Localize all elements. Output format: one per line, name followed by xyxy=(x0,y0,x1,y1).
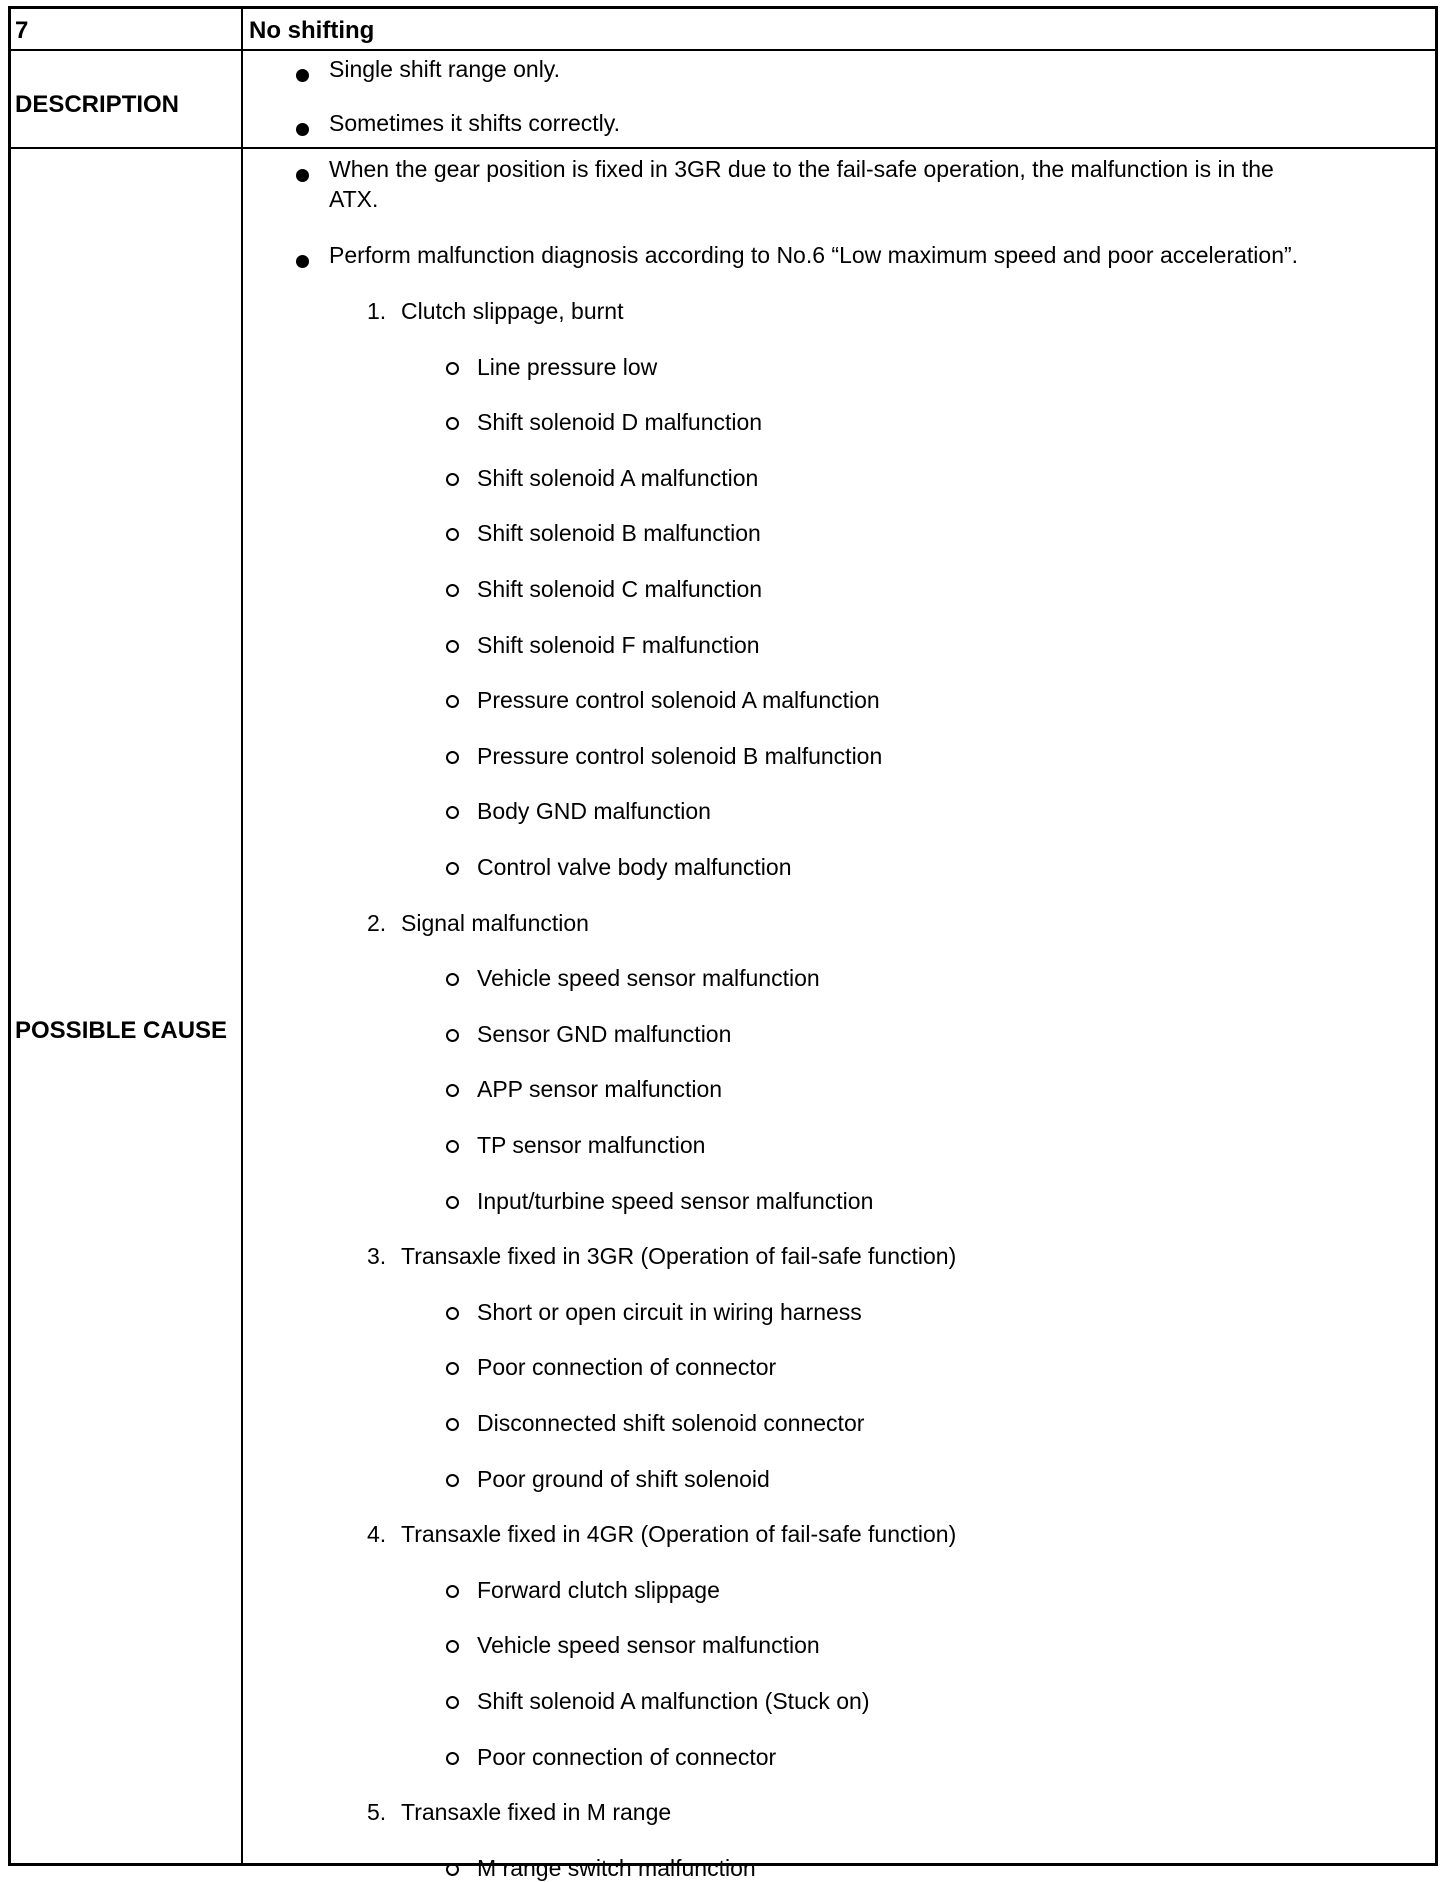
cause-item: Sensor GND malfunction xyxy=(477,1020,732,1047)
group-number: 2. xyxy=(367,909,387,936)
row-divider-header xyxy=(11,49,1435,51)
cause-item: Pressure control solenoid A malfunction xyxy=(477,687,880,714)
hollow-bullet-icon xyxy=(446,1474,459,1487)
cause-item: Poor ground of shift solenoid xyxy=(477,1465,770,1492)
bullet-icon xyxy=(296,169,309,182)
description-label: DESCRIPTION xyxy=(15,91,180,118)
hollow-bullet-icon xyxy=(446,806,459,819)
cause-item: Poor connection of connector xyxy=(477,1354,777,1381)
hollow-bullet-icon xyxy=(446,1752,459,1765)
group-number: 4. xyxy=(367,1521,387,1548)
cause-item: Vehicle speed sensor malfunction xyxy=(477,965,820,992)
hollow-bullet-icon xyxy=(446,1029,459,1042)
hollow-bullet-icon xyxy=(446,1418,459,1431)
cause-item: Pressure control solenoid B malfunction xyxy=(477,742,883,769)
group-title: Signal malfunction xyxy=(401,909,589,936)
hollow-bullet-icon xyxy=(446,1362,459,1375)
hollow-bullet-icon xyxy=(446,1307,459,1320)
bullet-icon xyxy=(296,255,309,268)
bullet-icon xyxy=(296,123,309,136)
group-number: 5. xyxy=(367,1799,387,1826)
cause-item: APP sensor malfunction xyxy=(477,1076,723,1103)
group-title: Transaxle fixed in M range xyxy=(401,1799,672,1826)
cause-item: Disconnected shift solenoid connector xyxy=(477,1410,865,1436)
hollow-bullet-icon xyxy=(446,973,459,986)
group-title: Transaxle fixed in 3GR (Operation of fail-safe function) xyxy=(401,1243,957,1270)
row-number: 7 xyxy=(15,17,29,44)
group-title: Clutch slippage, burnt xyxy=(401,298,624,324)
group-number: 1. xyxy=(367,298,387,324)
cause-bullet: When the gear position is fixed in 3GR due to the fail-safe operation, the malfunction is in the xyxy=(329,156,1274,182)
cause-item: Shift solenoid B malfunction xyxy=(477,520,761,547)
cause-item: Shift solenoid C malfunction xyxy=(477,576,763,602)
description-item: Single shift range only. xyxy=(329,56,560,82)
cause-bullet: Perform malfunction diagnosis according to No.6 “Low maximum speed and poor acceleration”. xyxy=(329,242,1299,268)
hollow-bullet-icon xyxy=(446,528,459,541)
cause-item: M range switch malfunction xyxy=(477,1854,756,1881)
hollow-bullet-icon xyxy=(446,362,459,375)
diagnostic-table xyxy=(8,6,1438,1881)
cause-item: Short or open circuit in wiring harness xyxy=(477,1298,862,1325)
hollow-bullet-icon xyxy=(446,751,459,764)
cause-item: Line pressure low xyxy=(477,353,658,380)
hollow-bullet-icon xyxy=(446,1196,459,1209)
hollow-bullet-icon xyxy=(446,862,459,875)
hollow-bullet-icon xyxy=(446,1140,459,1153)
hollow-bullet-icon xyxy=(446,640,459,653)
hollow-bullet-icon xyxy=(446,1640,459,1653)
hollow-bullet-icon xyxy=(446,1585,459,1598)
cause-item: TP sensor malfunction xyxy=(477,1132,706,1158)
cause-item: Shift solenoid F malfunction xyxy=(477,631,760,658)
bullet-icon xyxy=(296,69,309,82)
cause-item: Poor connection of connector xyxy=(477,1743,777,1770)
cause-item: Shift solenoid D malfunction xyxy=(477,409,763,436)
group-number: 3. xyxy=(367,1243,387,1270)
symptom-title: No shifting xyxy=(249,17,375,44)
cause-item: Shift solenoid A malfunction (Stuck on) xyxy=(477,1688,870,1714)
description-item: Sometimes it shifts correctly. xyxy=(329,110,620,136)
row-divider-description xyxy=(11,147,1435,149)
cause-item: Forward clutch slippage xyxy=(477,1576,720,1603)
hollow-bullet-icon xyxy=(446,695,459,708)
hollow-bullet-icon xyxy=(446,473,459,486)
cause-item: Control valve body malfunction xyxy=(477,854,792,880)
group-title: Transaxle fixed in 4GR (Operation of fail-safe function) xyxy=(401,1521,957,1548)
cause-bullet-continued: ATX. xyxy=(329,186,379,212)
hollow-bullet-icon xyxy=(446,584,459,597)
hollow-bullet-icon xyxy=(446,1084,459,1097)
cause-item: Shift solenoid A malfunction xyxy=(477,464,759,491)
possible-cause-label: POSSIBLE CAUSE xyxy=(15,1017,228,1044)
cause-item: Vehicle speed sensor malfunction xyxy=(477,1632,820,1659)
hollow-bullet-icon xyxy=(446,1863,459,1876)
cause-item: Input/turbine speed sensor malfunction xyxy=(477,1187,874,1214)
hollow-bullet-icon xyxy=(446,1696,459,1709)
hollow-bullet-icon xyxy=(446,417,459,430)
column-divider xyxy=(241,9,243,1863)
cause-item: Body GND malfunction xyxy=(477,798,711,825)
